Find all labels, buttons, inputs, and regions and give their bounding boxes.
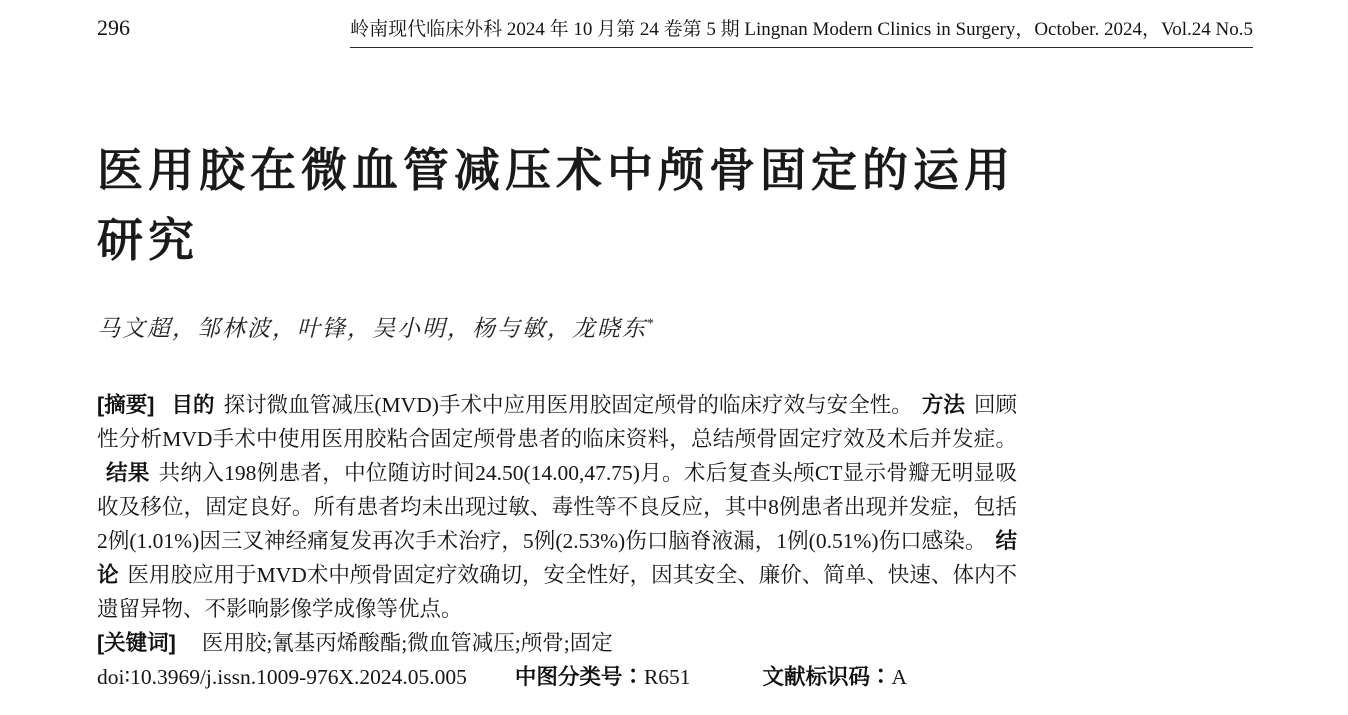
article-body	[97, 388, 1017, 694]
abstract-label: [摘要]	[97, 393, 155, 417]
journal-header-line: 岭南现代临床外科 2024 年 10 月第 24 卷第 5 期 Lingnan Modern Clinics in Surgery，October. 2024，Vol.24 No.5	[350, 14, 1253, 48]
abstract-heading-conclusion: 结论	[97, 529, 1017, 587]
doc-code-value: A	[891, 665, 908, 689]
abstract-text-conclusion: 医用胶应用于MVD术中颅骨固定疗效确切，安全性好，因其安全、廉价、简单、快速、体内不遗留异物、不影响影像学成像等优点。	[97, 563, 1017, 621]
keywords-line	[97, 626, 1017, 660]
keywords-text: 医用胶;氰基丙烯酸酯;微血管减压;颅骨;固定	[201, 631, 613, 655]
abstract-heading-results: 结果	[106, 461, 150, 485]
abstract-text-methods: 回顾性分析MVD手术中使用医用胶粘合固定颅骨患者的临床资料，总结颅骨固定疗效及术后并发症。	[97, 393, 1017, 451]
meta-line	[97, 660, 1017, 694]
abstract-text-results: 共纳入198例患者，中位随访时间24.50(14.00,47.75)月。术后复查头颅CT显示骨瓣无明显吸收及移位，固定良好。所有患者均未出现过敏、毒性等不良反应，其中8例患者出现并发症，包括2例(1.01%)因三叉神经痛复发再次手术治疗，5例(2.53%)伤口脑脊液漏，1例(0.51%)伤口感染。	[97, 461, 1017, 553]
author-list	[97, 310, 656, 343]
keywords-label: [关键词]	[97, 631, 176, 655]
article-title: 医用胶在微血管减压术中颅骨固定的运用研究	[97, 145, 1015, 266]
clc-label: 中图分类号∶	[514, 665, 644, 689]
corresponding-author-marker: *	[647, 316, 656, 332]
abstract-heading-objective: 目的	[171, 393, 215, 417]
abstract-text-objective: 探讨微血管减压(MVD)手术中应用医用胶固定颅骨的临床疗效与安全性。	[223, 393, 913, 417]
author-names: 马文超，邹林波，叶锋，吴小明，杨与敏，龙晓东	[97, 316, 647, 341]
page-number: 296	[97, 15, 130, 40]
doi-text: doi∶10.3969/j.issn.1009-976X.2024.05.005	[97, 665, 467, 689]
abstract-paragraph	[97, 388, 1017, 626]
abstract-heading-methods: 方法	[921, 393, 965, 417]
doc-code-label: 文献标识码∶	[762, 665, 892, 689]
clc-value: R651	[643, 665, 691, 689]
page-header	[97, 14, 1253, 48]
